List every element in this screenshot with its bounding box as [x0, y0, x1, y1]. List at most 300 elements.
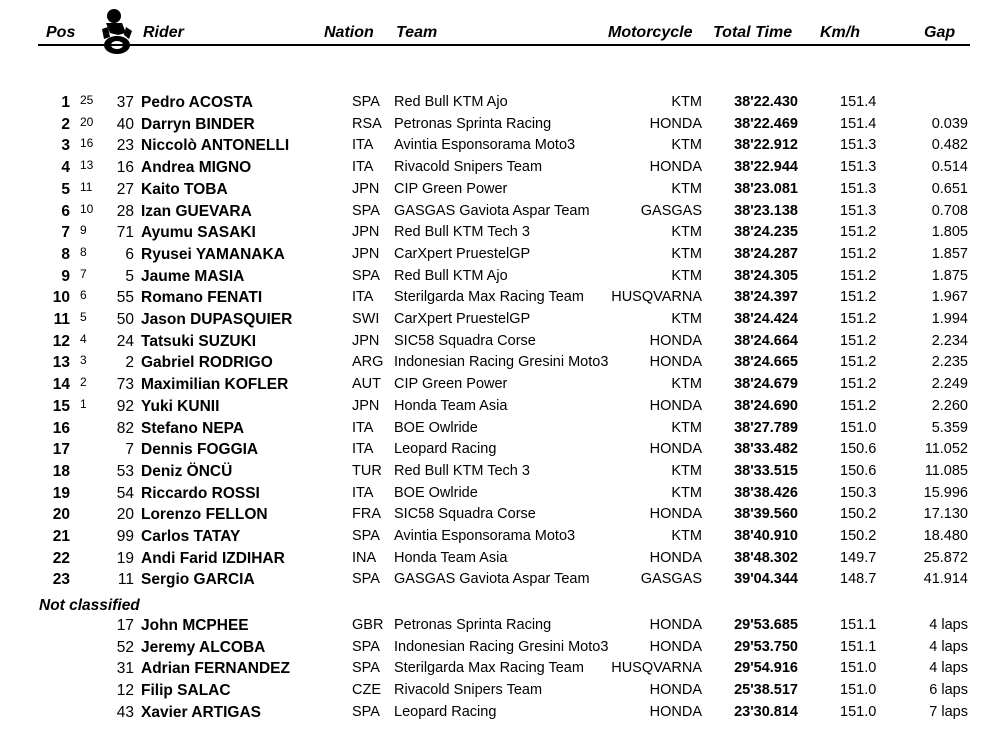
points: 5 — [80, 310, 87, 324]
result-row — [0, 550, 996, 571]
team: Red Bull KTM Tech 3 — [394, 224, 530, 241]
rider-number: 2 — [125, 354, 134, 372]
rider-name: Riccardo ROSSI — [141, 484, 260, 502]
total-time: 38'22.912 — [734, 137, 798, 154]
rider-number: 53 — [116, 462, 134, 480]
total-time: 29'54.916 — [734, 660, 798, 677]
nation: SPA — [352, 660, 380, 677]
rider-name: Lorenzo FELLON — [141, 506, 268, 524]
total-time: 38'24.679 — [734, 376, 798, 393]
speed-kmh: 151.2 — [840, 289, 877, 306]
position: 7 — [61, 224, 70, 242]
nation: FRA — [352, 506, 381, 523]
nation: JPN — [352, 180, 380, 197]
motorcycle: HONDA — [649, 638, 702, 655]
rider-name: Jeremy ALCOBA — [141, 638, 266, 656]
speed-kmh: 151.0 — [840, 419, 877, 436]
rider-name: Sergio GARCIA — [141, 571, 255, 589]
nation: ARG — [352, 354, 384, 371]
rider-name: Xavier ARTIGAS — [141, 703, 262, 721]
header-total-time: Total Time — [713, 24, 793, 41]
gap: 4 laps — [929, 638, 968, 655]
rider-number: 50 — [116, 311, 134, 328]
gap: 11.085 — [924, 462, 968, 479]
speed-kmh: 151.3 — [840, 159, 877, 176]
rider-name: Andi Farid IZDIHAR — [141, 549, 285, 567]
rider-name: Darryn BINDER — [141, 115, 255, 133]
gap: 0.651 — [931, 180, 968, 197]
rider-name: Ayumu SASAKI — [141, 224, 256, 242]
team: Avintia Esponsorama Moto3 — [394, 528, 576, 544]
result-row — [0, 203, 996, 224]
nation: JPN — [352, 397, 380, 414]
gap: 7 laps — [929, 703, 968, 720]
result-row — [0, 289, 996, 310]
result-row — [0, 268, 996, 289]
result-row — [0, 159, 996, 180]
result-row — [0, 506, 996, 527]
gap: 4 laps — [929, 660, 968, 677]
motorcycle: GASGAS — [640, 571, 702, 588]
total-time: 38'24.287 — [734, 245, 798, 262]
nation: JPN — [352, 224, 380, 241]
speed-kmh: 151.2 — [840, 332, 877, 349]
team: Leopard Racing — [394, 441, 497, 458]
speed-kmh: 151.3 — [840, 137, 877, 154]
result-row — [0, 704, 996, 725]
speed-kmh: 151.4 — [840, 115, 877, 132]
team: BOE Owlride — [394, 419, 478, 436]
team: CarXpert PruestelGP — [394, 245, 531, 262]
position: 1 — [61, 94, 70, 111]
header-nation: Nation — [324, 24, 374, 41]
team: Red Bull KTM Tech 3 — [394, 462, 530, 479]
motorcycle: HUSQVARNA — [611, 289, 702, 306]
rider-number: 7 — [125, 441, 134, 459]
gap: 1.994 — [931, 311, 968, 327]
header-pos: Pos — [46, 24, 76, 41]
team: SIC58 Squadra Corse — [394, 332, 536, 349]
position: 21 — [52, 528, 70, 545]
motorcycle: HONDA — [649, 617, 702, 633]
gap: 41.914 — [923, 571, 968, 588]
result-row — [0, 311, 996, 332]
position: 11 — [53, 311, 70, 328]
team: Honda Team Asia — [394, 397, 508, 414]
gap: 18.480 — [923, 528, 968, 544]
motorcycle: HONDA — [649, 703, 702, 720]
position: 4 — [61, 159, 70, 177]
rider-name: John MCPHEE — [141, 617, 249, 634]
speed-kmh: 151.2 — [840, 376, 877, 393]
position: 20 — [52, 506, 70, 524]
points: 6 — [80, 288, 87, 303]
speed-kmh: 151.2 — [840, 224, 877, 241]
rider-name: Deniz ÖNCÜ — [141, 462, 233, 480]
nation: SPA — [352, 703, 380, 720]
result-row — [0, 617, 996, 638]
motorcycle: KTM — [671, 94, 702, 110]
nation: ITA — [352, 441, 374, 458]
result-row — [0, 376, 996, 397]
rider-number: 23 — [116, 137, 134, 155]
position: 17 — [52, 441, 70, 459]
nation: ITA — [352, 137, 374, 154]
team: Avintia Esponsorama Moto3 — [394, 137, 576, 154]
rider-name: Ryusei YAMANAKA — [141, 245, 285, 263]
not-classified-heading: Not classified — [39, 597, 140, 614]
rider-name: Adrian FERNANDEZ — [141, 660, 290, 678]
rider-number: 55 — [116, 289, 134, 307]
team: Leopard Racing — [394, 703, 497, 720]
rider-name: Jaume MASIA — [141, 267, 245, 285]
gap: 0.708 — [931, 202, 968, 219]
total-time: 38'33.515 — [734, 462, 798, 479]
position: 6 — [61, 202, 70, 220]
speed-kmh: 150.6 — [840, 441, 877, 458]
gap: 2.235 — [931, 354, 968, 371]
points: 2 — [80, 375, 87, 390]
position: 12 — [52, 332, 70, 350]
total-time: 38'24.397 — [734, 289, 798, 306]
gap: 0.514 — [931, 159, 968, 176]
nation: ITA — [352, 484, 374, 501]
speed-kmh: 150.6 — [840, 462, 877, 479]
result-row — [0, 571, 996, 592]
header-kmh: Km/h — [820, 24, 860, 41]
gap: 25.872 — [923, 549, 968, 566]
result-row — [0, 137, 996, 158]
points: 25 — [80, 93, 94, 107]
points: 1 — [80, 396, 87, 411]
result-row — [0, 420, 996, 441]
header-rider: Rider — [143, 24, 184, 41]
rider-number: 17 — [116, 617, 134, 634]
speed-kmh: 150.3 — [840, 484, 877, 501]
motorcycle: KTM — [671, 528, 702, 544]
motorcycle: KTM — [671, 484, 702, 501]
result-row — [0, 485, 996, 506]
team: Honda Team Asia — [394, 549, 508, 566]
nation: SPA — [352, 267, 380, 284]
result-row — [0, 660, 996, 681]
nation: JPN — [352, 245, 380, 262]
gap: 15.996 — [923, 484, 968, 501]
nation: ITA — [352, 159, 374, 176]
total-time: 38'27.789 — [734, 419, 798, 436]
team: GASGAS Gaviota Aspar Team — [394, 571, 590, 588]
rider-name: Kaito TOBA — [141, 180, 228, 198]
points: 7 — [80, 266, 87, 281]
rider-number: 52 — [116, 638, 134, 656]
total-time: 23'30.814 — [734, 703, 798, 720]
position: 19 — [52, 484, 70, 502]
team: Sterilgarda Max Racing Team — [394, 660, 584, 677]
gap: 6 laps — [929, 682, 968, 699]
rider-number: 28 — [116, 202, 134, 220]
nation: SWI — [352, 311, 380, 327]
rider-number: 73 — [116, 376, 134, 394]
speed-kmh: 151.3 — [840, 202, 877, 219]
gap: 17.130 — [923, 506, 968, 523]
position: 3 — [61, 137, 70, 155]
result-row — [0, 94, 996, 115]
rider-name: Maximilian KOFLER — [141, 376, 289, 394]
points: 10 — [80, 201, 94, 216]
team: GASGAS Gaviota Aspar Team — [394, 202, 590, 219]
rider-number: 54 — [116, 484, 134, 502]
points: 3 — [80, 353, 87, 368]
motorcycle: KTM — [671, 419, 702, 436]
total-time: 38'22.469 — [734, 115, 798, 132]
result-row — [0, 682, 996, 703]
gap: 1.805 — [931, 224, 968, 241]
rider-number: 43 — [116, 703, 134, 721]
team: CIP Green Power — [394, 180, 508, 197]
rider-name: Tatsuki SUZUKI — [141, 332, 257, 350]
motorcycle: HONDA — [649, 354, 702, 371]
speed-kmh: 151.2 — [840, 354, 877, 371]
position: 22 — [52, 549, 70, 567]
position: 13 — [52, 354, 70, 372]
team: Sterilgarda Max Racing Team — [394, 289, 584, 306]
total-time: 39'04.344 — [734, 571, 798, 588]
result-row — [0, 354, 996, 375]
gap: 0.039 — [931, 115, 968, 132]
motorcycle: HONDA — [649, 332, 702, 349]
position: 15 — [52, 397, 70, 415]
nation: ITA — [352, 419, 374, 436]
result-row — [0, 246, 996, 267]
motorcycle: KTM — [671, 180, 702, 197]
rider-name: Gabriel RODRIGO — [141, 354, 273, 372]
gap: 2.249 — [931, 376, 968, 393]
rider-number: 11 — [117, 571, 134, 589]
total-time: 38'22.430 — [734, 94, 798, 110]
speed-kmh: 151.2 — [840, 245, 877, 262]
gap: 0.482 — [931, 137, 968, 154]
rider-number: 16 — [116, 159, 134, 177]
rider-name: Izan GUEVARA — [141, 202, 252, 220]
speed-kmh: 148.7 — [840, 571, 877, 588]
rider-name: Dennis FOGGIA — [141, 441, 259, 459]
total-time: 38'24.665 — [734, 354, 798, 371]
speed-kmh: 151.4 — [840, 94, 877, 110]
result-row — [0, 639, 996, 660]
nation: RSA — [352, 115, 382, 132]
rider-number: 24 — [116, 332, 134, 350]
total-time: 38'22.944 — [734, 159, 798, 176]
gap: 1.857 — [931, 245, 968, 262]
speed-kmh: 149.7 — [840, 549, 877, 566]
team: Indonesian Racing Gresini Moto3 — [394, 354, 609, 371]
rider-number: 20 — [116, 506, 134, 524]
points: 13 — [80, 158, 94, 173]
rider-name: Stefano NEPA — [141, 419, 245, 437]
points: 11 — [80, 179, 93, 194]
speed-kmh: 151.1 — [840, 638, 877, 655]
position: 8 — [61, 245, 70, 263]
position: 5 — [61, 180, 70, 198]
motorcycle: HONDA — [649, 441, 702, 458]
motorcycle: HONDA — [649, 506, 702, 523]
rider-number: 40 — [116, 115, 134, 133]
total-time: 38'23.081 — [734, 180, 798, 197]
total-time: 38'24.235 — [734, 224, 798, 241]
rider-name: Pedro ACOSTA — [141, 94, 253, 111]
total-time: 38'24.664 — [734, 332, 798, 349]
motorcycle: HONDA — [649, 682, 702, 699]
rider-name: Yuki KUNII — [141, 397, 220, 415]
nation: CZE — [352, 682, 381, 699]
rider-number: 99 — [116, 528, 134, 545]
rider-name: Andrea MIGNO — [141, 159, 252, 177]
speed-kmh: 151.0 — [840, 660, 877, 677]
motorcycle: KTM — [671, 245, 702, 262]
nation: SPA — [352, 638, 380, 655]
rider-number: 12 — [116, 682, 134, 700]
speed-kmh: 151.2 — [840, 267, 877, 284]
gap: 5.359 — [931, 419, 968, 436]
motorcycle: KTM — [671, 462, 702, 479]
total-time: 38'48.302 — [734, 549, 798, 566]
nation: AUT — [352, 376, 381, 393]
total-time: 29'53.685 — [734, 617, 798, 633]
gap: 4 laps — [929, 617, 968, 633]
motorcycle: KTM — [671, 311, 702, 327]
speed-kmh: 151.2 — [840, 397, 877, 414]
team: CarXpert PruestelGP — [394, 311, 531, 327]
team: Indonesian Racing Gresini Moto3 — [394, 638, 609, 655]
speed-kmh: 151.3 — [840, 180, 877, 197]
nation: SPA — [352, 94, 380, 110]
total-time: 38'23.138 — [734, 202, 798, 219]
team: BOE Owlride — [394, 484, 478, 501]
team: Rivacold Snipers Team — [394, 159, 543, 176]
motorcycle: HONDA — [649, 397, 702, 414]
nation: SPA — [352, 528, 380, 544]
team: CIP Green Power — [394, 376, 508, 393]
total-time: 38'33.482 — [734, 441, 798, 458]
speed-kmh: 150.2 — [840, 528, 877, 544]
nation: SPA — [352, 202, 380, 219]
team: Red Bull KTM Ajo — [394, 267, 508, 284]
result-row — [0, 528, 996, 549]
rider-name: Romano FENATI — [141, 289, 263, 307]
total-time: 38'39.560 — [734, 506, 798, 523]
points: 9 — [80, 223, 87, 238]
rider-number: 71 — [116, 224, 134, 242]
nation: JPN — [352, 332, 380, 349]
motorcycle: HUSQVARNA — [611, 660, 702, 677]
total-time: 38'24.305 — [734, 267, 798, 284]
nation: SPA — [352, 571, 380, 588]
gap: 1.967 — [931, 289, 968, 306]
rider-name: Carlos TATAY — [141, 528, 241, 545]
position: 10 — [52, 289, 70, 307]
points: 20 — [80, 114, 94, 129]
speed-kmh: 151.0 — [840, 703, 877, 720]
motorcycle: KTM — [671, 224, 702, 241]
rider-name: Niccolò ANTONELLI — [141, 137, 290, 155]
team: Petronas Sprinta Racing — [394, 617, 552, 633]
position: 16 — [52, 419, 70, 437]
motorcycle: HONDA — [649, 549, 702, 566]
total-time: 25'38.517 — [734, 682, 798, 699]
points: 16 — [80, 136, 94, 151]
total-time: 38'40.910 — [734, 528, 798, 544]
header-team: Team — [396, 24, 438, 41]
gap: 2.234 — [931, 332, 968, 349]
total-time: 38'24.424 — [734, 311, 798, 327]
team: SIC58 Squadra Corse — [394, 506, 536, 523]
position: 9 — [61, 267, 70, 285]
position: 18 — [52, 462, 70, 480]
speed-kmh: 151.0 — [840, 682, 877, 699]
result-row — [0, 441, 996, 462]
motorcycle: KTM — [671, 137, 702, 154]
rider-number: 6 — [125, 245, 134, 263]
rider-number: 92 — [116, 397, 134, 415]
gap: 2.260 — [931, 397, 968, 414]
nation: INA — [352, 549, 377, 566]
rider-name: Filip SALAC — [141, 682, 231, 700]
motorcycle: KTM — [671, 376, 702, 393]
speed-kmh: 150.2 — [840, 506, 877, 523]
team: Red Bull KTM Ajo — [394, 94, 508, 110]
position: 2 — [61, 115, 70, 133]
rider-name: Jason DUPASQUIER — [141, 311, 293, 328]
motorcycle: KTM — [671, 267, 702, 284]
rider-number: 27 — [116, 180, 134, 198]
team: Petronas Sprinta Racing — [394, 115, 552, 132]
rider-number: 82 — [116, 419, 134, 437]
result-row — [0, 333, 996, 354]
speed-kmh: 151.1 — [840, 617, 877, 633]
nation: ITA — [352, 289, 374, 306]
total-time: 38'24.690 — [734, 397, 798, 414]
header-divider — [38, 44, 970, 46]
position: 23 — [52, 571, 70, 589]
total-time: 38'38.426 — [734, 484, 798, 501]
points: 4 — [80, 331, 87, 346]
header-motorcycle: Motorcycle — [608, 24, 693, 41]
motorcycle: HONDA — [649, 115, 702, 132]
motorcycle: GASGAS — [640, 202, 702, 219]
result-row — [0, 116, 996, 137]
position: 14 — [52, 376, 70, 394]
speed-kmh: 151.2 — [840, 311, 877, 327]
points: 8 — [80, 244, 87, 259]
result-row — [0, 181, 996, 202]
rider-number: 5 — [125, 267, 134, 285]
team: Rivacold Snipers Team — [394, 682, 543, 699]
rider-number: 19 — [116, 549, 134, 567]
total-time: 29'53.750 — [734, 638, 798, 655]
result-row — [0, 398, 996, 419]
rider-number: 37 — [116, 94, 134, 111]
header-gap: Gap — [924, 24, 956, 41]
motorcycle: HONDA — [649, 159, 702, 176]
result-row — [0, 463, 996, 484]
motorcycle-rider-icon — [96, 7, 138, 55]
gap: 1.875 — [931, 267, 968, 284]
gap: 11.052 — [924, 441, 968, 458]
nation: GBR — [352, 617, 384, 633]
result-row — [0, 224, 996, 245]
nation: TUR — [352, 462, 382, 479]
rider-number: 31 — [116, 660, 134, 678]
